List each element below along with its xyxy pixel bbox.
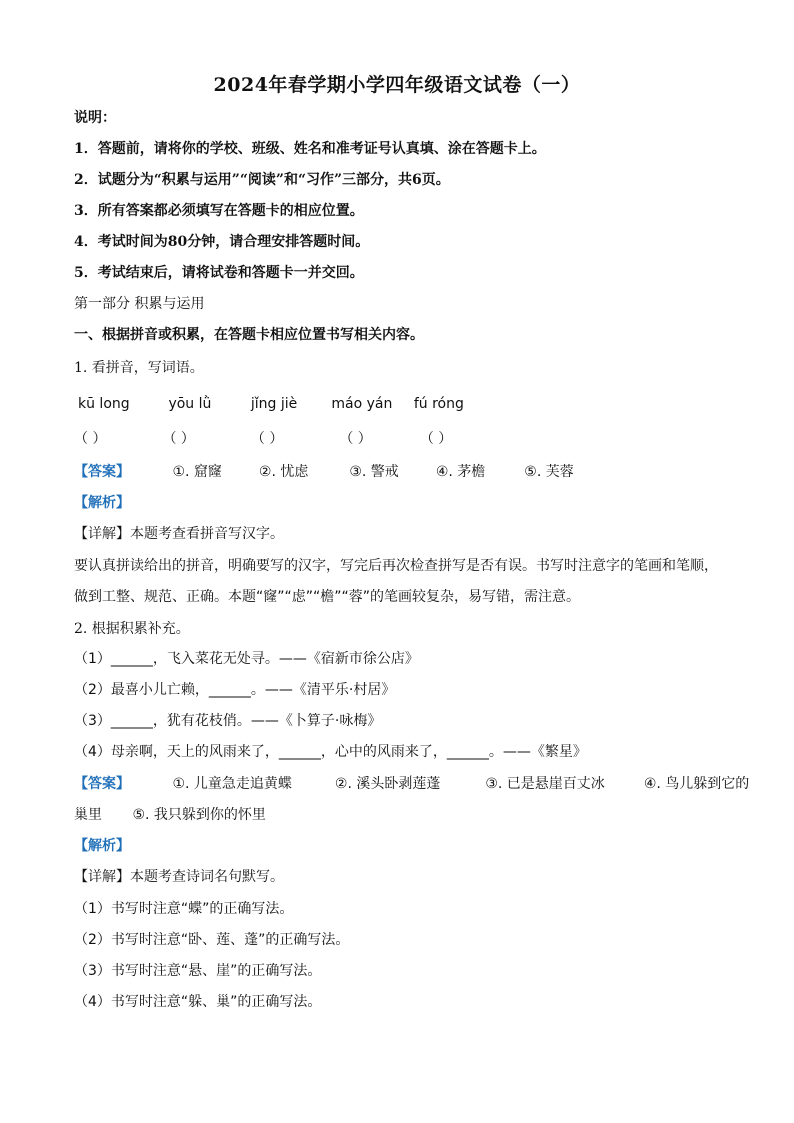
detail-text: 本题考查诗词名句默写。 — [130, 869, 284, 885]
intro-item-2: 2．试题分为“积累与运用”“阅读”和“习作”三部分，共6页。 — [74, 172, 450, 188]
intro-item-4: 4．考试时间为80分钟，请合理安排答题时间。 — [74, 234, 370, 250]
q1-detail — [74, 524, 284, 544]
q1-answer-row — [74, 462, 574, 482]
answer-tag: 【答案】 — [74, 464, 130, 480]
q2-line-1: （1）______，飞入菜花无处寻。——《宿新市徐公店》 — [74, 651, 419, 667]
q1-analysis-tag: 【解析】 — [74, 495, 130, 511]
q2-line-3: （3）______，犹有花枝俏。——《卜算子·咏梅》 — [74, 713, 382, 729]
q2-line-2: （2）最喜小儿亡赖，______。——《清平乐·村居》 — [74, 682, 396, 698]
q2-note-3: （3）书写时注意“悬、崖”的正确写法。 — [74, 963, 322, 979]
blank-5[interactable]: （ ） — [419, 431, 453, 447]
page-title: 2024年春学期小学四年级语文试卷（一） — [213, 74, 581, 96]
q2-note-4: （4）书写时注意“躲、巢”的正确写法。 — [74, 994, 322, 1010]
q2-stem: 2. 根据积累补充。 — [74, 621, 190, 637]
intro-item-5: 5．考试结束后，请将试卷和答题卡一并交回。 — [74, 265, 364, 281]
q1-answer-2: ②. 忧虑 — [258, 464, 309, 480]
q1-pinyin-row — [78, 394, 464, 414]
q2-note-1: （1）书写时注意“蝶”的正确写法。 — [74, 901, 294, 917]
q2-detail — [74, 867, 284, 887]
q2-answer-4: ④. 鸟儿躲到它的 — [643, 776, 750, 792]
intro-item-3: 3．所有答案都必须填写在答题卡的相应位置。 — [74, 203, 364, 219]
pinyin-4: máo yán — [331, 396, 393, 412]
q2-answer-2: ②. 溪头卧剥莲蓬 — [334, 776, 441, 792]
detail-tag: 【详解】 — [74, 526, 130, 542]
blank-2[interactable]: （ ） — [162, 431, 195, 447]
q1-answer-5: ⑤. 芙蓉 — [524, 464, 574, 480]
q2-analysis-tag: 【解析】 — [74, 838, 130, 854]
intro-item-1: 1．答题前，请将你的学校、班级、姓名和准考证号认真填、涂在答题卡上。 — [74, 141, 546, 157]
section-title: 一、根据拼音或积累，在答题卡相应位置书写相关内容。 — [74, 327, 424, 343]
intro-label: 说明： — [74, 110, 116, 126]
blank-1[interactable]: （ ） — [74, 431, 107, 447]
q2-answer-5: ⑤. 我只躲到你的怀里 — [132, 807, 266, 823]
q1-para-1: 要认真拼读给出的拼音，明确要写的汉字，写完后再次检查拼写是否有误。书写时注意字的笔画和笔顺， — [74, 558, 718, 574]
detail-text: 本题考查看拼音写汉字。 — [130, 526, 284, 542]
q2-line-4: （4）母亲啊，天上的风雨来了，______，心中的风雨来了，______。——《繁星》 — [74, 744, 587, 760]
pinyin-3: jǐng jiè — [250, 396, 298, 412]
pinyin-1: kū long — [78, 396, 130, 412]
q2-answer-row — [74, 774, 749, 794]
q2-answer-1: ①. 儿童急走追黄蝶 — [172, 776, 292, 792]
blank-4[interactable]: （ ） — [339, 431, 372, 447]
pinyin-2: yōu lǜ — [168, 396, 212, 412]
q1-para-2: 做到工整、规范、正确。本题“窿”“虑”“檐”“蓉”的笔画较复杂，易写错，需注意。 — [74, 589, 581, 605]
blank-3[interactable]: （ ） — [250, 431, 284, 447]
q1-answer-3: ③. 警戒 — [349, 464, 399, 480]
q1-stem: 1. 看拼音，写词语。 — [74, 360, 204, 376]
detail-tag: 【详解】 — [74, 869, 130, 885]
part-title: 第一部分 积累与运用 — [74, 296, 205, 312]
q1-answer-1: ①. 窟窿 — [172, 464, 222, 480]
q2-answer-3: ③. 已是悬崖百丈冰 — [485, 776, 605, 792]
pinyin-5: fú róng — [413, 396, 464, 412]
q2-answer-row-2 — [74, 805, 266, 825]
q2-note-2: （2）书写时注意“卧、莲、蓬”的正确写法。 — [74, 932, 350, 948]
q1-blank-row — [74, 429, 452, 449]
q1-answer-4: ④. 茅檐 — [435, 464, 486, 480]
answer-tag: 【答案】 — [74, 776, 130, 792]
q2-answer-4-cont: 巢里 — [74, 807, 102, 823]
